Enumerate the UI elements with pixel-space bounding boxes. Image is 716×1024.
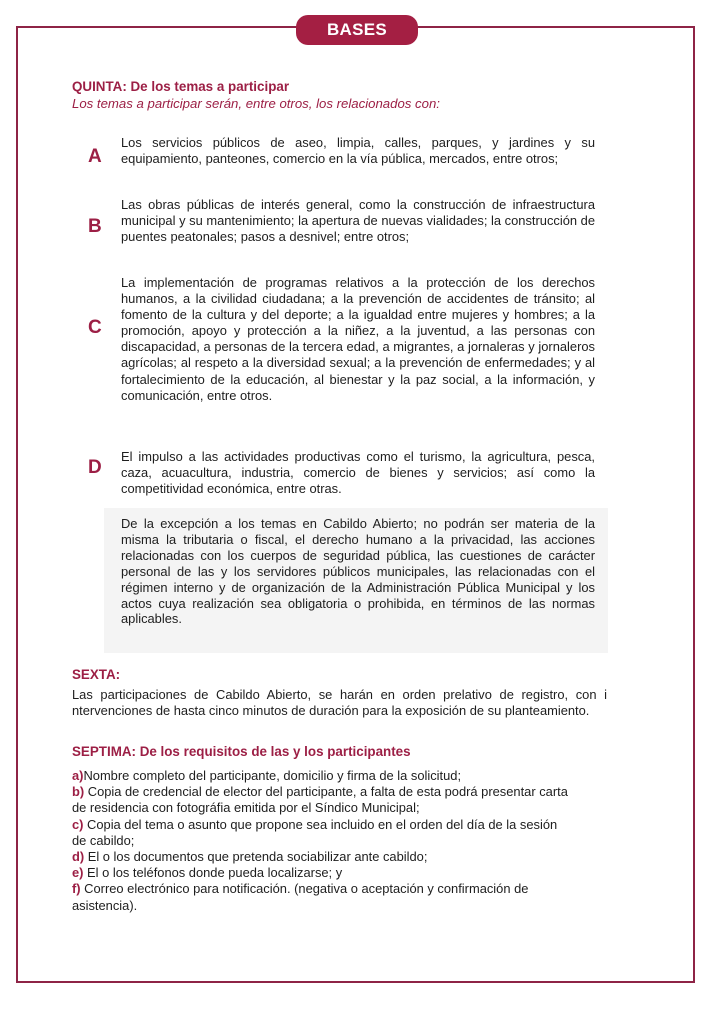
section-badge bbox=[296, 15, 418, 45]
requirement-item bbox=[72, 817, 572, 849]
topic-text: Los servicios públicos de aseo, limpia, calles, parques, y jardines y su equipamiento, panteones, comercio en la vía pública, mercados, entre otros; bbox=[121, 135, 595, 167]
requirement-text: El o los documentos que pretenda sociabilizar ante cabildo; bbox=[84, 849, 428, 865]
topic-text: La implementación de programas relativos a la protección de los derechos humanos, a la civilidad ciudadana; a la prevención de accidentes de tránsito; al fomento de la cultura y del deporte; a la igualdad entre mujeres y hombres; a la promoción, apoyo y protección a la niñez, a la juventud, a las personas con discapacidad, a personas de la tercera edad, a migrantes, a jornaleras y jornaleros agrícolas; al respeto a la diversidad sexual; a la prevención de enfermedades; y al fortalecimiento de la educación, al bienestar y la paz social, a la información, y comunicación, entre otros. bbox=[121, 275, 595, 403]
requirement-label: d) bbox=[72, 849, 85, 865]
sexta-text: Las participaciones de Cabildo Abierto, se harán en orden prelativo de registro, con i ntervenciones de hasta cinco minutos de duración para la exposición de su planteamiento. bbox=[72, 687, 607, 718]
septima-heading: SEPTIMA: De los requisitos de las y los participantes bbox=[72, 744, 411, 759]
topic-letter: A bbox=[88, 146, 102, 167]
topic-letter: D bbox=[88, 457, 102, 478]
requirement-item bbox=[72, 768, 572, 784]
requirement-item bbox=[72, 849, 572, 865]
exception-note-text: De la excepción a los temas en Cabildo Abierto; no podrán ser materia de la misma la tributaria o fiscal, el derecho humano a la privacidad, las acciones relacionadas con los cuerpos de seguridad pública, las cuestiones de carácter personal de las y los servidores públicos municipales, las relacionadas con el régimen interno y de organización de la Administración Pública Municipal y los actos cuya realización sea obligatoria o prohibida, en términos de las normas aplicables. bbox=[121, 516, 595, 627]
requirements-list bbox=[72, 768, 572, 914]
topic-letter: C bbox=[88, 317, 102, 338]
requirement-label: b) bbox=[72, 784, 85, 800]
quinta-heading: QUINTA: De los temas a participar bbox=[72, 79, 290, 94]
sexta-heading: SEXTA: bbox=[72, 667, 121, 682]
requirement-label: c) bbox=[72, 816, 84, 832]
requirement-text: Correo electrónico para notificación. (negativa o aceptación y confirmación de asistencia). bbox=[72, 881, 529, 913]
requirement-item bbox=[72, 865, 572, 881]
requirement-text: Nombre completo del participante, domicilio y firma de la solicitud; bbox=[83, 768, 462, 783]
requirement-label: a) bbox=[72, 768, 84, 783]
topic-text: El impulso a las actividades productivas como el turismo, la agricultura, pesca, caza, acuacultura, industria, comercio de bienes y servicios; así como la competitividad económica, entre otras. bbox=[121, 449, 595, 497]
topic-letter: B bbox=[88, 216, 102, 237]
requirement-text: El o los teléfonos donde pueda localizarse; y bbox=[83, 865, 343, 881]
topic-text: Las obras públicas de interés general, como la construcción de infraestructura municipal y su mantenimiento; la apertura de nuevas vialidades; la construcción de puentes peatonales; pasos a desnivel; entre otros; bbox=[121, 197, 595, 245]
requirement-text: Copia de credencial de elector del participante, a falta de esta podrá presentar carta de residencia con fotográfia emitida por el Síndico Municipal; bbox=[72, 784, 568, 816]
requirement-item bbox=[72, 881, 572, 913]
exception-note bbox=[104, 508, 608, 653]
requirement-text: Copia del tema o asunto que propone sea incluido en el orden del día de la sesión de cabildo; bbox=[72, 816, 558, 848]
requirement-item bbox=[72, 784, 572, 816]
quinta-subheading: Los temas a participar serán, entre otros, los relacionados con: bbox=[72, 96, 440, 111]
requirement-label: e) bbox=[72, 865, 84, 881]
badge-label: BASES bbox=[326, 20, 388, 39]
requirement-label: f) bbox=[72, 881, 81, 897]
